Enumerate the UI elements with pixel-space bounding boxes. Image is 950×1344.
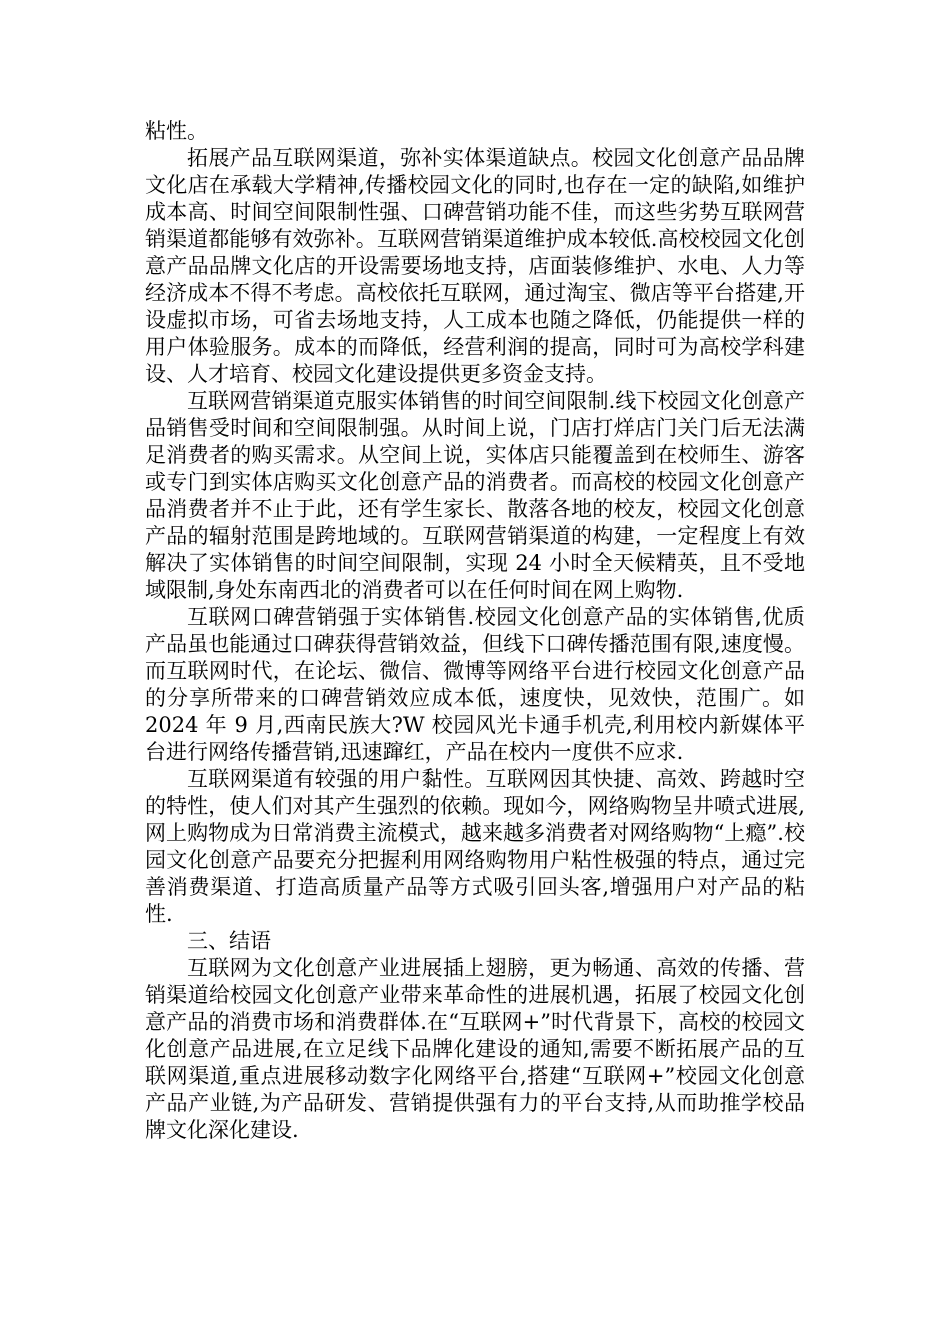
section-heading-conclusion: 三、结语 — [187, 929, 271, 953]
paragraph-word-of-mouth: 互联网口碑营销强于实体销售.校园文化创意产品的实体销售,优质产品虽也能通过口碑获得营销效益，但线下口碑传播范围有限,速度慢。而互联网时代，在论坛、微信、微博等网络平台进行校园文化创意产品的分享所带来的口碑营销效应成本低，速度快，见效快，范围广。如 2024 年 9 月,西南民族大?W 校园风光卡通手机壳,利用校内新媒体平台进行网络传播营销,迅速蹿红，产品在校内一度供不应求. — [145, 605, 805, 764]
paragraph-conclusion: 互联网为文化创意产业进展插上翅膀，更为畅通、高效的传播、营销渠道给校园文化创意产业带来革命性的进展机遇，拓展了校园文化创意产品的消费市场和消费群体.在“互联网+”时代背景下，高校的校园文化创意产品进展,在立足线下品牌化建设的通知,需要不断拓展产品的互联网渠道,重点进展移动数字化网络平台,搭建“互联网+”校园文化创意产品产业链,为产品研发、营销提供强有力的平台支持,从而助推学校品牌文化深化建设. — [145, 956, 805, 1142]
paragraph-continuation: 粘性。 — [145, 119, 208, 143]
paragraph-user-stickiness: 互联网渠道有较强的用户黏性。互联网因其快捷、高效、跨越时空的特性，使人们对其产生强烈的依赖。现如今，网络购物呈井喷式进展,网上购物成为日常消费主流模式，越来越多消费者对网络购物“上瘾”.校园文化创意产品要充分把握利用网络购物用户粘性极强的特点，通过完善消费渠道、打造高质量产品等方式吸引回头客,增强用户对产品的粘性. — [145, 767, 805, 926]
document-body — [145, 118, 805, 1144]
paragraph-time-space-limits: 互联网营销渠道克服实体销售的时间空间限制.线下校园文化创意产品销售受时间和空间限制强。从时间上说，门店打烊店门关门后无法满足消费者的购买需求。从空间上说，实体店只能覆盖到在校师生、游客或专门到实体店购买文化创意产品的消费者。而高校的校园文化创意产品消费者并不止于此，还有学生家长、散落各地的校友，校园文化创意产品的辐射范围是跨地域的。互联网营销渠道的构建，一定程度上有效解决了实体销售的时间空间限制，实现 24 小时全天候精英，且不受地域限制,身处东南西北的消费者可以在任何时间在网上购物. — [145, 389, 805, 602]
paragraph-internet-channels: 拓展产品互联网渠道，弥补实体渠道缺点。校园文化创意产品品牌文化店在承载大学精神,传播校园文化的同时,也存在一定的缺陷,如维护成本高、时间空间限制性强、口碑营销功能不佳，而这些劣势互联网营销渠道都能够有效弥补。互联网营销渠道维护成本较低.高校校园文化创意产品品牌文化店的开设需要场地支持，店面装修维护、水电、人力等经济成本不得不考虑。高校依托互联网，通过淘宝、微店等平台搭建,开设虚拟市场，可省去场地支持，人工成本也随之降低，仍能提供一样的用户体验服务。成本的而降低，经营利润的提高，同时可为高校学科建设、人才培育、校园文化建设提供更多资金支持。 — [145, 146, 805, 386]
